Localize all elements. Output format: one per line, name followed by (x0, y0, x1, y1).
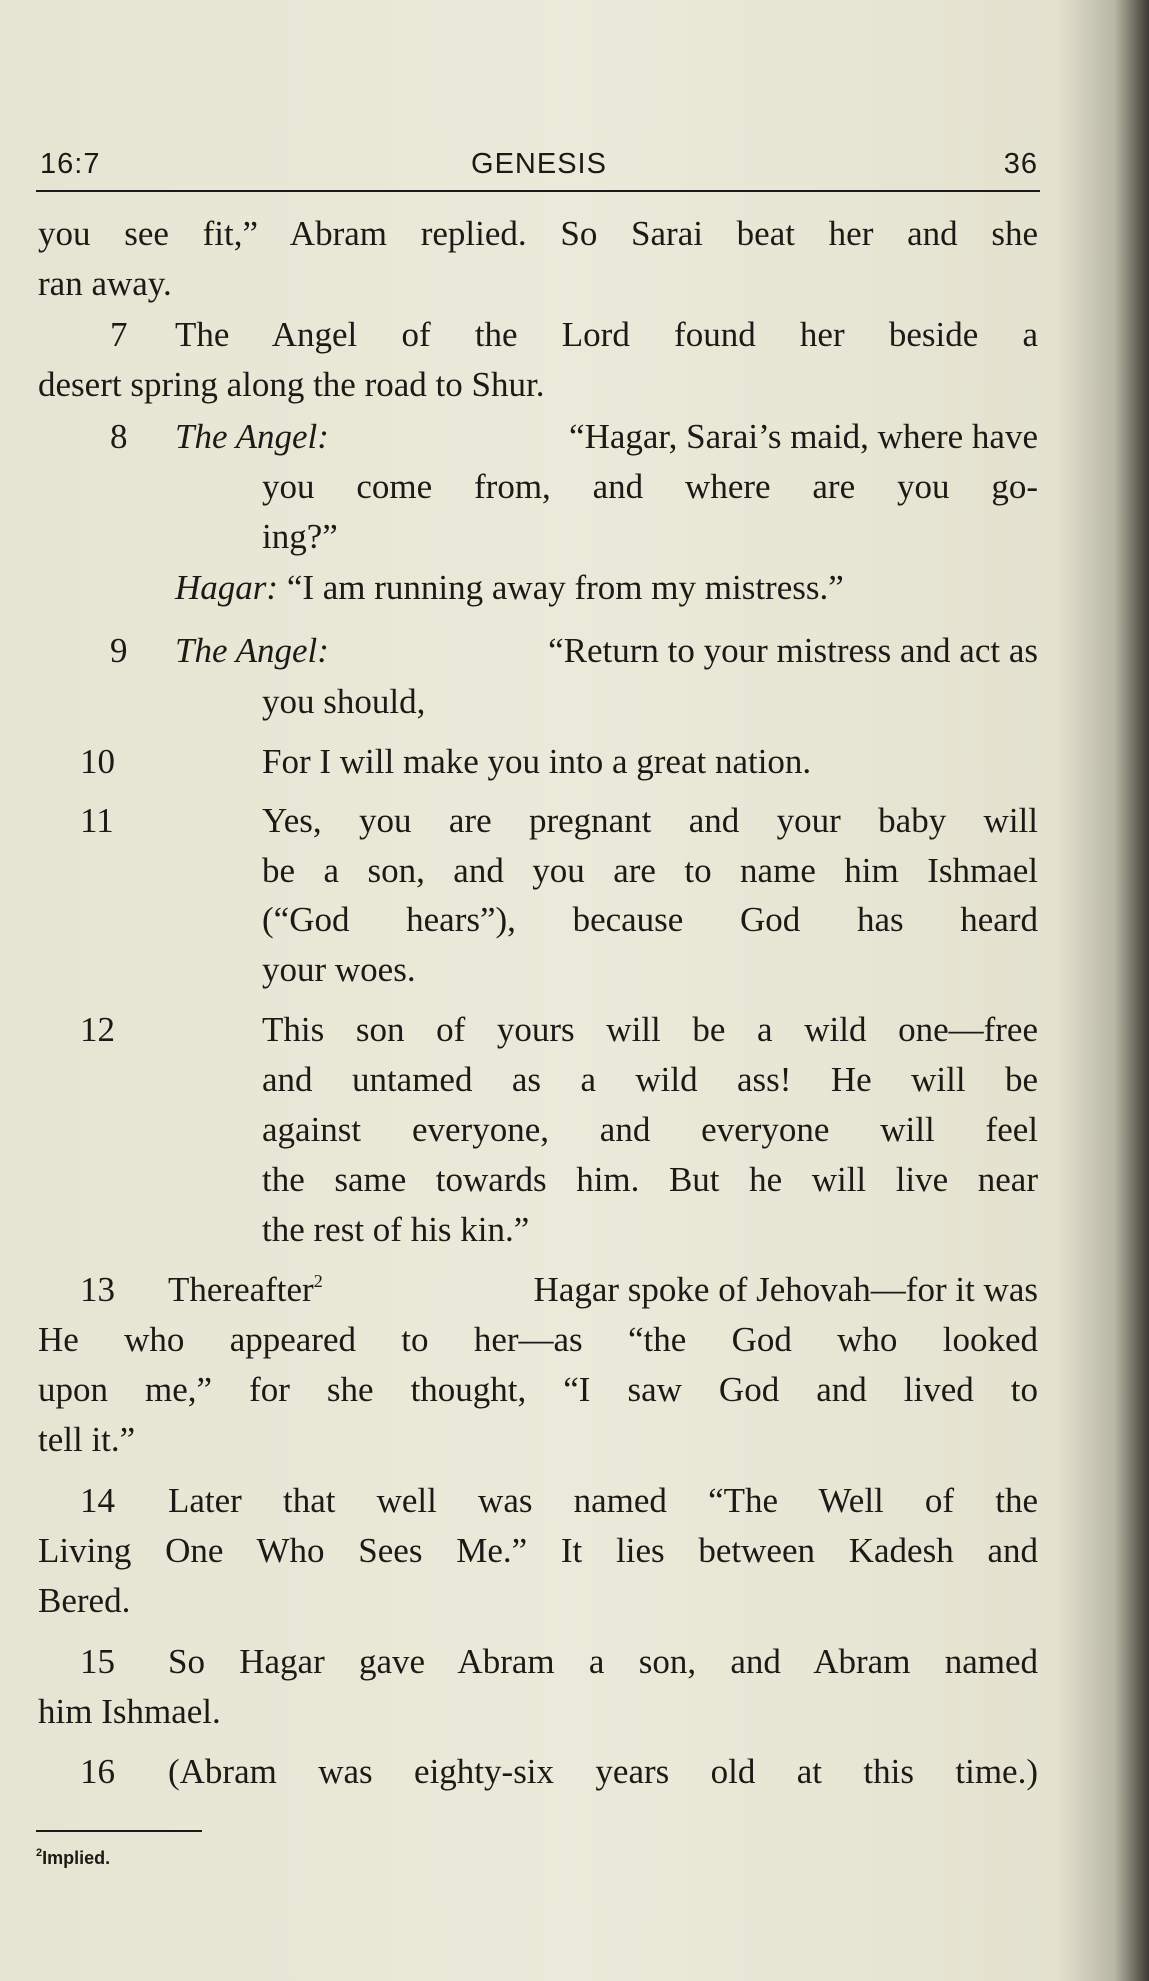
header-page-number: 36 (1003, 148, 1038, 180)
verse-number: 10 (80, 742, 115, 781)
footnote (36, 1848, 110, 1869)
dialogue-text: “Hagar, Sarai’s maid, where have (569, 417, 1038, 456)
dialogue-text: “Return to your mistress and act as (548, 631, 1038, 670)
speaker-label: The Angel: (175, 631, 329, 670)
text-word: Thereafter (168, 1270, 314, 1309)
running-header (40, 148, 1038, 188)
text-line: you see fit,” Abram replied. So Sarai beat her and she (38, 214, 1038, 253)
header-rule (36, 190, 1040, 192)
dialogue-line (175, 568, 844, 608)
footnote-text: Implied. (42, 1848, 111, 1868)
verse-number: 11 (80, 801, 114, 840)
footnote-marker: 2 (36, 1847, 43, 1859)
text-line: This son of yours will be a wild one—free (262, 1010, 1038, 1049)
footnote-rule (36, 1830, 202, 1832)
header-chapter-verse: 16:7 (40, 148, 101, 180)
text-line (168, 1270, 1038, 1310)
text-line: and untamed as a wild ass! He will be (262, 1060, 1038, 1099)
dialogue-text: “I am running away from my mistress.” (286, 568, 844, 607)
text-line: your woes. (262, 950, 416, 989)
dialogue-line (175, 631, 1038, 671)
text-line: Yes, you are pregnant and your baby will (262, 801, 1038, 840)
dialogue-line (175, 417, 1038, 457)
header-book-title: GENESIS (471, 148, 607, 180)
text-line: ing?” (262, 517, 338, 556)
text-line: against everyone, and everyone will feel (262, 1110, 1038, 1149)
verse-number: 8 (110, 417, 128, 456)
text-line: (“God hears”), because God has heard (262, 900, 1038, 939)
verse-number: 15 (80, 1642, 115, 1681)
text-line: tell it.” (38, 1420, 136, 1459)
text-line: upon me,” for she thought, “I saw God and lived to (38, 1370, 1038, 1409)
verse-number: 7 (110, 315, 128, 354)
text-line: you should, (262, 682, 426, 721)
verse-number: 12 (80, 1010, 115, 1049)
text-line: The Angel of the Lord found her beside a (175, 315, 1038, 354)
footnote-reference: 2 (313, 1271, 323, 1291)
speaker-label: Hagar: (175, 568, 279, 607)
speaker-label: The Angel: (175, 417, 329, 456)
text-line: Living One Who Sees Me.” It lies between Kadesh and (38, 1531, 1038, 1570)
text-line: Later that well was named “The Well of the (168, 1481, 1038, 1520)
verse-number: 13 (80, 1270, 115, 1309)
text-line: Bered. (38, 1581, 131, 1620)
text-line: the rest of his kin.” (262, 1210, 530, 1249)
text-line: be a son, and you are to name him Ishmael (262, 851, 1038, 890)
text-segment (168, 1270, 323, 1310)
text-line: him Ishmael. (38, 1692, 221, 1731)
text-line: the same towards him. But he will live near (262, 1160, 1038, 1199)
verse-number: 14 (80, 1481, 115, 1520)
text-segment: Hagar spoke of Jehovah—for it was (533, 1270, 1038, 1309)
text-line: you come from, and where are you go- (262, 467, 1038, 506)
text-line: So Hagar gave Abram a son, and Abram named (168, 1642, 1038, 1681)
verse-number: 9 (110, 631, 128, 670)
text-line: ran away. (38, 264, 172, 303)
text-line: He who appeared to her—as “the God who looked (38, 1320, 1038, 1359)
text-line: (Abram was eighty-six years old at this time.) (168, 1752, 1038, 1791)
verse-number: 16 (80, 1752, 115, 1791)
text-line: desert spring along the road to Shur. (38, 365, 545, 404)
text-line: For I will make you into a great nation. (262, 742, 812, 781)
